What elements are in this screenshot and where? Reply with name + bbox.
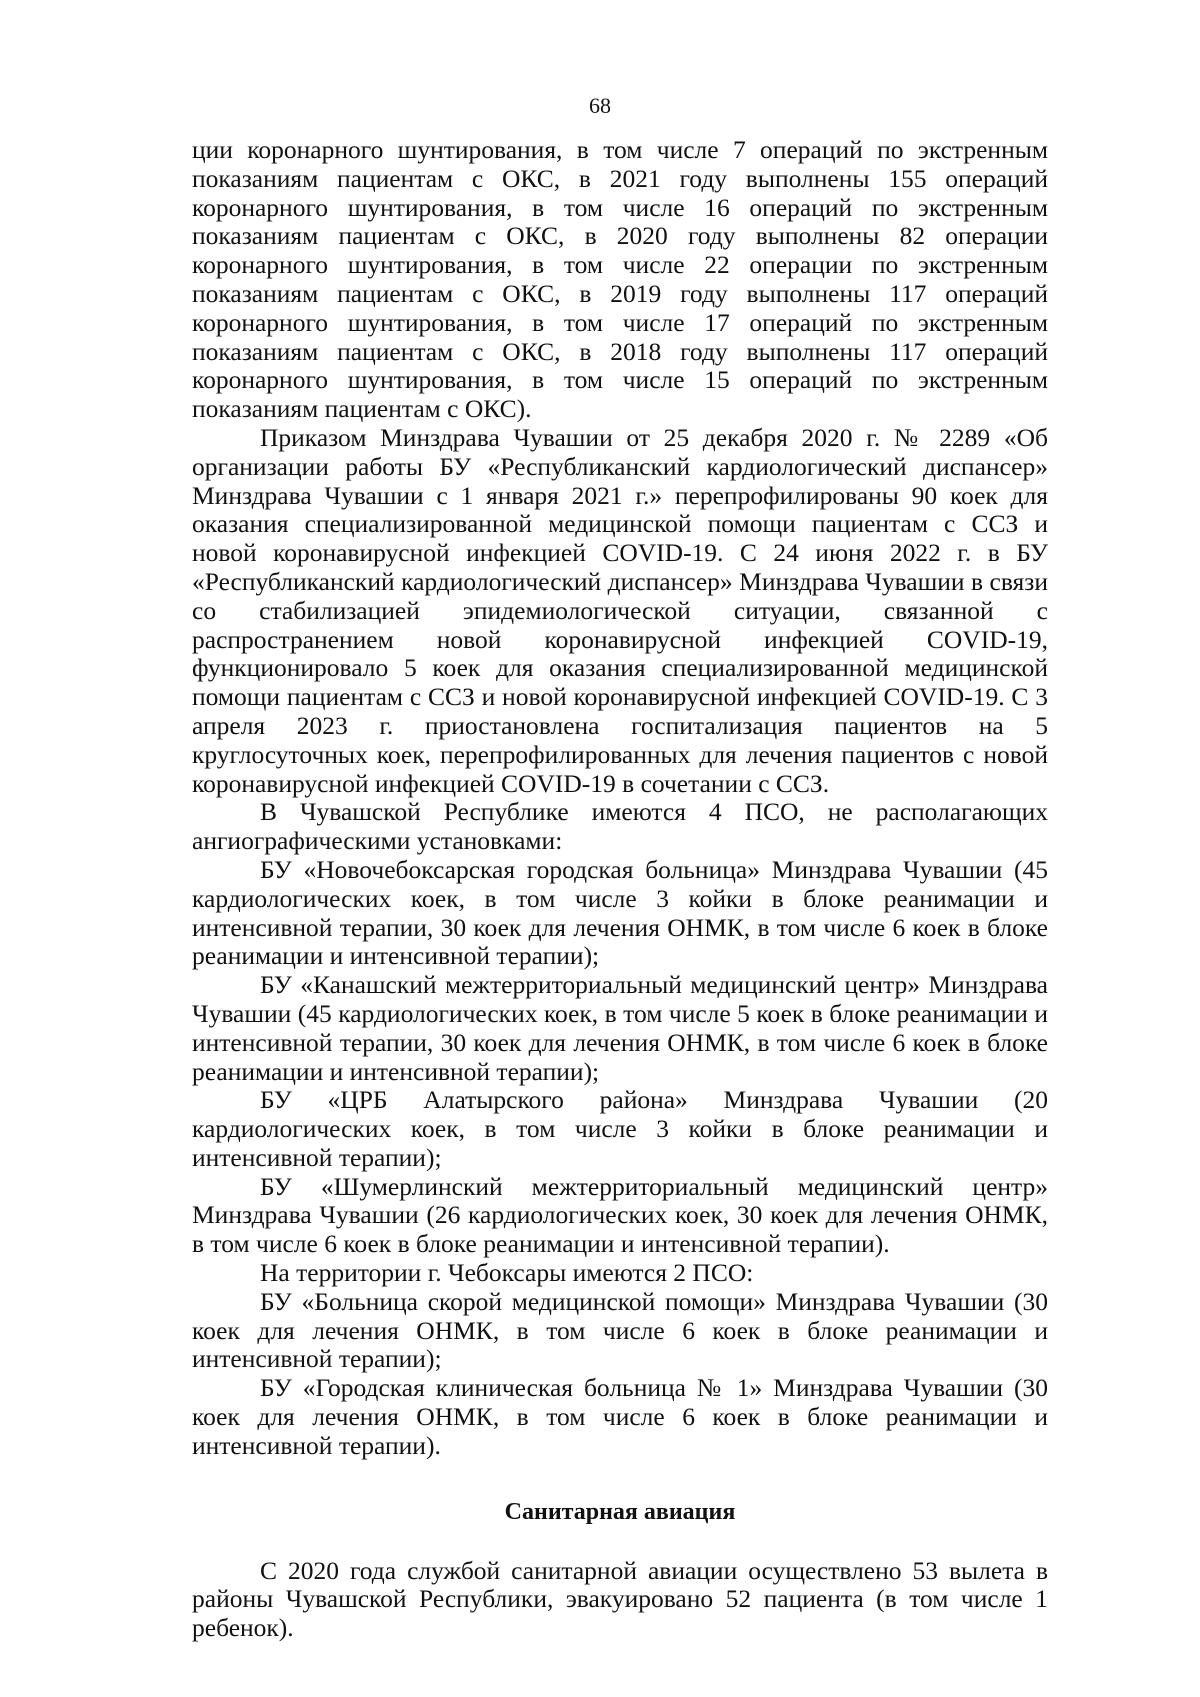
document-body (192, 136, 1048, 1643)
list-item-city-hospital-1: БУ «Городская клиническая больница № 1» Минздрава Чувашии (30 коек для лечения ОНМК, в том числе 6 коек в блоке реанимации и интенсивной терапии). (192, 1373, 1048, 1460)
paragraph-air-ambulance: С 2020 года службой санитарной авиации осуществлено 53 вылета в районы Чувашской Республики, эвакуировано 52 пациента (в том числе 1 ребенок). (192, 1555, 1048, 1643)
paragraph-cabg-stats: ции коронарного шунтирования, в том числе 7 операций по экстренным показаниям пациентам с ОКС, в 2021 году выполнены 155 операций коронарного шунтирования, в том числе 16 операций по экстренным показаниям пациентам с ОКС, в 2020 году выполнены 82 операции коронарного шунтирования, в том числе 22 операции по экстренным показаниям пациентам с ОКС, в 2019 году выполнены 117 операций коронарного шунтирования, в том числе 17 операций по экстренным показаниям пациентам с ОКС, в 2018 году выполнены 117 операций коронарного шунтирования, в том числе 15 операций по экстренным показаниям пациентам с ОКС). (192, 135, 1048, 424)
list-item-emergency-hospital: БУ «Больница скорой медицинской помощи» Минздрава Чувашии (30 коек для лечения ОНМК, в том числе 6 коек в блоке реанимации и интенсивной терапии); (192, 1286, 1048, 1374)
page-number: 68 (589, 93, 611, 118)
paragraph-covid-beds: Приказом Минздрава Чувашии от 25 декабря 2020 г. № 2289 «Об организации работы БУ «Республиканский кардиологический диспансер» Минздрава Чувашии с 1 января 2021 г.» перепрофилированы 90 коек для оказания специализированной медицинской помощи пациентам с ССЗ и новой коронавирусной инфекцией COVID-19. С 24 июня 2022 г. в БУ «Республиканский кардиологический диспансер» Минздрава Чувашии в связи со стабилизацией эпидемиологической ситуации, связанной с распространением новой коронавирусной инфекцией COVID-19, функционировало 5 коек для оказания специализированной медицинской помощи пациентам с ССЗ и новой коронавирусной инфекцией COVID-19. С 3 апреля 2023 г. приостановлена госпитализация пациентов на 5 круглосуточных коек, перепрофилированных для лечения пациентов с новой коронавирусной инфекцией COVID-19 в сочетании с ССЗ. (192, 422, 1048, 798)
list-item-kanash: БУ «Канашский межтерриториальный медицинский центр» Минздрава Чувашии (45 кардиологических коек, в том числе 5 коек в блоке реанимации и интенсивной терапии, 30 коек для лечения ОНМК, в том числе 6 коек в блоке реанимации и интенсивной терапии); (192, 970, 1048, 1086)
list-item-shumerlya: БУ «Шумерлинский межтерриториальный медицинский центр» Минздрава Чувашии (26 кардиологических коек, 30 коек для лечения ОНМК, в том числе 6 коек в блоке реанимации и интенсивной терапии). (192, 1171, 1048, 1259)
paragraph-pso-intro: В Чувашской Республике имеются 4 ПСО, не располагающих ангиографическими установками: (192, 797, 1048, 856)
paragraph-cheboksary-intro: На территории г. Чебоксары имеются 2 ПСО: (260, 1258, 754, 1288)
list-item-alatyr: БУ «ЦРБ Алатырского района» Минздрава Чувашии (20 кардиологических коек, в том числе 3 койки в блоке реанимации и интенсивной терапии); (192, 1085, 1048, 1172)
section-heading: Санитарная авиация (504, 1498, 736, 1525)
list-item-novocheboksarsk: БУ «Новочебоксарская городская больница» Минздрава Чувашии (45 кардиологических коек, в том числе 3 койки в блоке реанимации и интенсивной терапии, 30 коек для лечения ОНМК, в том числе 6 коек в блоке реанимации и интенсивной терапии); (192, 854, 1048, 971)
